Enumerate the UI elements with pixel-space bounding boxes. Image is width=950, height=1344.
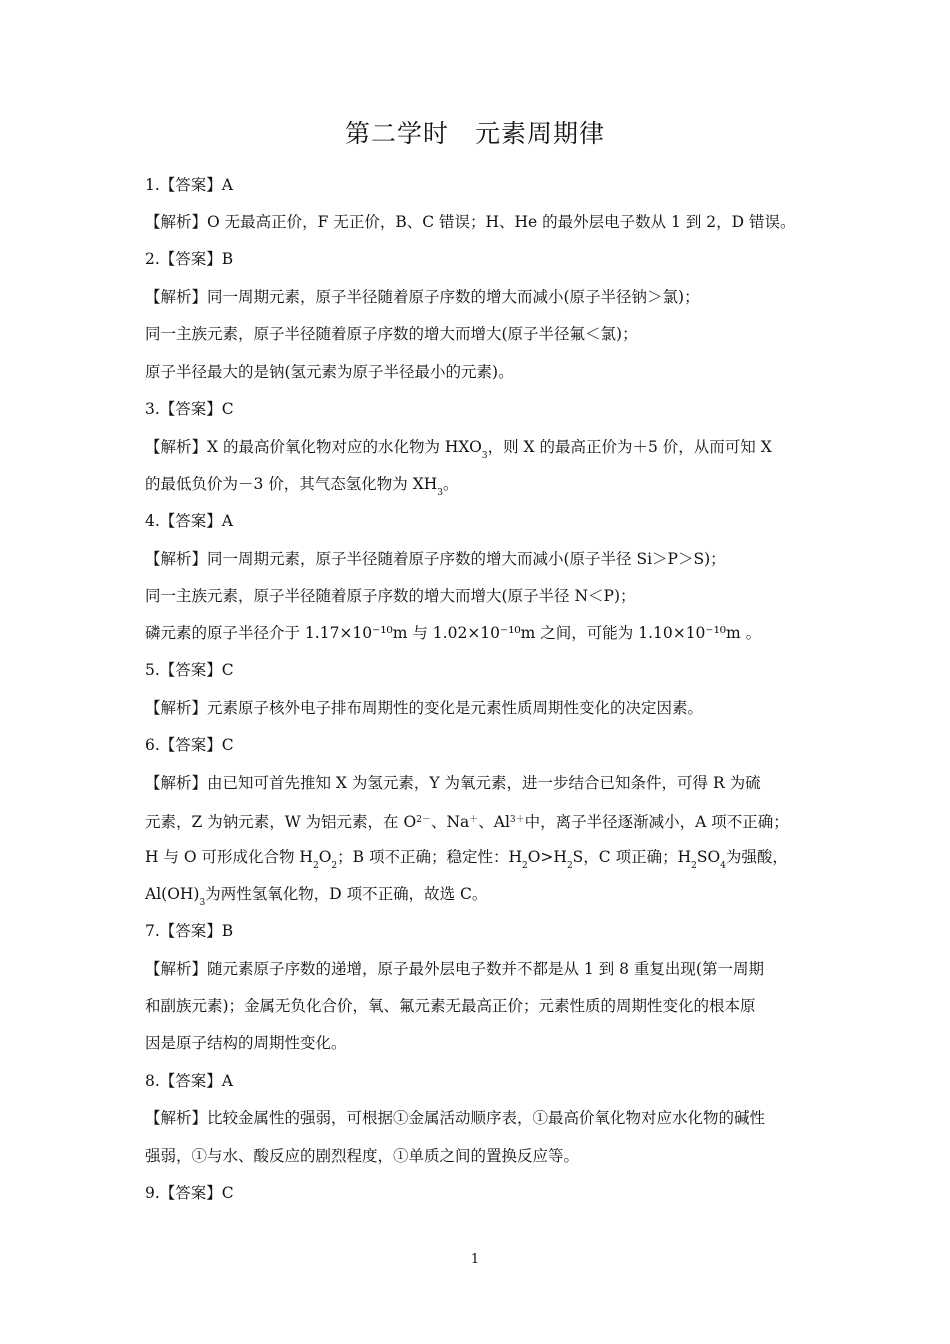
answer-3: 3.【答案】C [145, 400, 234, 418]
text-run: O>H [527, 848, 567, 866]
analysis-4-line-2: 同一主族元素，原子半径随着原子序数的增大而增大(原子半径 N＜P)； [145, 587, 636, 605]
analysis-1-line-1: 【解析】O 无最高正价，F 无正价，B、C 错误；H、He 的最外层电子数从 1 到 2，D 错误。 [145, 213, 796, 231]
page-number: 1 [470, 1252, 480, 1267]
analysis-3-line-2 [145, 474, 825, 503]
subscript: 2 [566, 861, 573, 871]
answer-7: 7.【答案】B [145, 922, 234, 940]
text-run: H 与 O 可形成化合物 H [145, 848, 313, 866]
text-run: 元素，Z 为钠元素，W 为铝元素，在 O [145, 813, 417, 831]
superscript: 3＋ [509, 815, 525, 825]
answer-9: 9.【答案】C [145, 1184, 234, 1202]
subscript: 2 [521, 861, 528, 871]
analysis-3-line-1 [145, 437, 825, 466]
text-run: 、Al [478, 813, 510, 831]
superscript: ＋ [469, 815, 479, 825]
analysis-2-line-1: 【解析】同一周期元素，原子半径随着原子序数的增大而减小(原子半径钠＞氯)； [145, 288, 700, 306]
page-title: 第二学时 元素周期律 [344, 119, 605, 148]
analysis-6-line-2 [145, 810, 825, 832]
superscript: 2－ [416, 815, 431, 825]
analysis-8-line-1: 【解析】比较金属性的强弱，可根据①金属活动顺序表，①最高价氧化物对应水化物的碱性 [145, 1109, 766, 1127]
answer-2: 2.【答案】B [145, 250, 234, 268]
text-run: 中，离子半径逐渐减小，A 项不正确； [524, 813, 789, 831]
answer-6: 6.【答案】C [145, 736, 234, 754]
analysis-6-line-3 [145, 847, 825, 876]
analysis-5-line-1: 【解析】元素原子核外电子排布周期性的变化是元素性质周期性变化的决定因素。 [145, 699, 704, 717]
text-run: ，则 X 的最高正价为＋5 价，从而可知 X [487, 438, 772, 456]
answer-4: 4.【答案】A [145, 512, 233, 530]
text-run: S，C 项正确；H [572, 848, 692, 866]
text-run: 。 [443, 475, 459, 493]
subscript: 4 [720, 861, 726, 871]
text-run: 【解析】X 的最高价氧化物对应的水化物为 HXO [145, 438, 482, 456]
text-run: 为强酸， [725, 848, 788, 866]
text-run: O [318, 848, 332, 866]
subscript: 2 [331, 861, 338, 871]
analysis-4-line-1: 【解析】同一周期元素，原子半径随着原子序数的增大而减小(原子半径 Si＞P＞S)； [145, 550, 726, 568]
text-run: Al(OH) [145, 885, 200, 903]
answer-8: 8.【答案】A [145, 1072, 233, 1090]
analysis-2-line-2: 同一主族元素，原子半径随着原子序数的增大而增大(原子半径氟＜氯)； [145, 325, 638, 343]
analysis-2-line-3: 原子半径最大的是钠(氢元素为原子半径最小的元素)。 [145, 363, 514, 381]
analysis-7-line-3: 因是原子结构的周期性变化。 [145, 1034, 347, 1052]
subscript: 2 [691, 861, 697, 871]
analysis-6-line-1: 【解析】由已知可首先推知 X 为氢元素，Y 为氧元素，进一步结合已知条件，可得 R 为硫 [145, 774, 761, 792]
subscript: 3 [199, 898, 206, 908]
answer-5: 5.【答案】C [145, 661, 234, 679]
subscript: 2 [312, 861, 319, 871]
analysis-7-line-2: 和副族元素)；金属无负化合价，氧、氟元素无最高正价；元素性质的周期性变化的根本原 [145, 997, 756, 1015]
analysis-7-line-1: 【解析】随元素原子序数的递增，原子最外层电子数并不都是从 1 到 8 重复出现(第一周期 [145, 960, 764, 978]
analysis-4-line-3: 磷元素的原子半径介于 1.17×10⁻¹⁰m 与 1.02×10⁻¹⁰m 之间，可能为 1.10×10⁻¹⁰m 。 [145, 624, 762, 642]
text-run: 的最低负价为－3 价，其气态氢化物为 XH [145, 475, 438, 493]
text-run: 为两性氢氧化物，D 项不正确，故选 C。 [205, 885, 488, 903]
subscript: 3 [481, 451, 488, 461]
text-run: SO [696, 848, 721, 866]
subscript: 3 [437, 488, 444, 498]
analysis-8-line-2: 强弱，①与水、酸反应的剧烈程度，①单质之间的置换反应等。 [145, 1147, 580, 1165]
text-run: ；B 项不正确；稳定性：H [337, 848, 522, 866]
text-run: 、Na [430, 813, 470, 831]
analysis-6-line-4 [145, 884, 825, 913]
answer-1: 1.【答案】A [145, 176, 233, 194]
